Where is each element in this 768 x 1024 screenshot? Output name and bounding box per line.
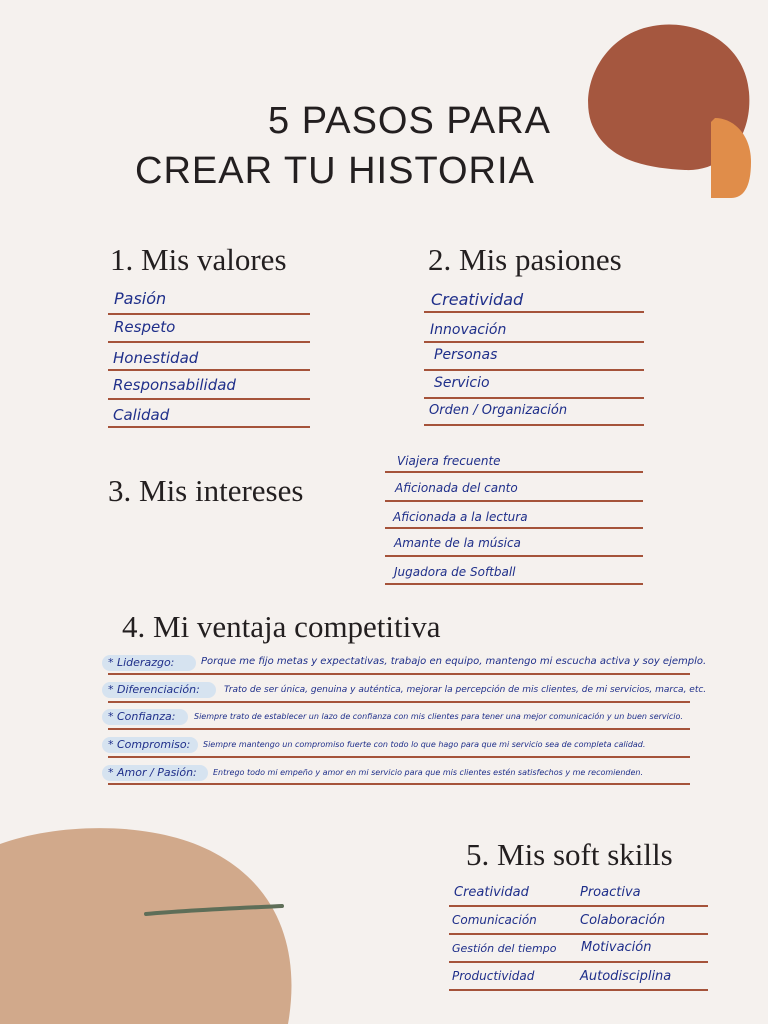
list-item: Creatividad: [431, 290, 524, 309]
decorative-blob-top-right: [585, 22, 755, 202]
list-item: Personas: [434, 347, 498, 363]
divider: [385, 555, 643, 557]
list-item: Innovación: [430, 322, 507, 338]
list-item: Aficionada a la lectura: [393, 510, 528, 524]
divider: [385, 527, 643, 529]
ventaja-label: * Amor / Pasión:: [108, 766, 197, 779]
divider: [449, 905, 708, 907]
skill-item: Comunicación: [452, 913, 537, 927]
divider: [108, 756, 690, 758]
list-item: Honestidad: [113, 349, 199, 367]
skill-item: Autodisciplina: [580, 969, 672, 984]
divider: [449, 933, 708, 935]
ventaja-text: Trato de ser única, genuina y auténtica, mejorar la percepción de mis clientes, de mi servicios, marca, etc.: [224, 685, 707, 695]
soft-skills-heading: 5. Mis soft skills: [466, 837, 673, 872]
ventaja-heading: 4. Mi ventaja competitiva: [122, 609, 441, 644]
list-item: Respeto: [114, 318, 176, 336]
divider: [108, 673, 690, 675]
skill-item: Colaboración: [580, 913, 666, 928]
divider: [424, 341, 644, 343]
page-title-line-2: CREAR TU HISTORIA: [135, 150, 535, 192]
skill-item: Gestión del tiempo: [452, 942, 557, 955]
list-item: Pasión: [114, 289, 167, 308]
list-item: Aficionada del canto: [395, 481, 518, 495]
list-item: Servicio: [434, 375, 490, 391]
divider: [449, 961, 708, 963]
list-item: Calidad: [113, 406, 170, 424]
ventaja-text: Porque me fijo metas y expectativas, trabajo en equipo, mantengo mi escucha activa y soy ejemplo.: [201, 656, 707, 667]
skill-item: Productividad: [452, 969, 535, 983]
list-item: Orden / Organización: [429, 403, 568, 418]
divider: [449, 989, 708, 991]
page-title-line-1: 5 PASOS PARA: [268, 100, 552, 142]
divider: [108, 398, 310, 400]
intereses-heading: 3. Mis intereses: [108, 473, 304, 508]
divider: [108, 701, 690, 703]
ventaja-label: * Confianza:: [108, 710, 176, 723]
ventaja-label: * Diferenciación:: [108, 683, 200, 696]
skill-item: Creatividad: [454, 885, 529, 900]
divider: [424, 311, 644, 313]
divider: [424, 397, 644, 399]
pasiones-heading: 2. Mis pasiones: [428, 242, 622, 277]
list-item: Responsabilidad: [113, 376, 236, 394]
divider: [424, 369, 644, 371]
divider: [108, 369, 310, 371]
ventaja-text: Siempre mantengo un compromiso fuerte con todo lo que hago para que mi servicio sea de completa calidad.: [203, 740, 646, 749]
list-item: Amante de la música: [394, 536, 521, 550]
valores-heading: 1. Mis valores: [110, 242, 287, 277]
skill-item: Proactiva: [580, 885, 641, 900]
divider: [385, 500, 643, 502]
ventaja-label: * Liderazgo:: [108, 656, 175, 669]
divider: [424, 424, 644, 426]
list-item: Viajera frecuente: [397, 454, 501, 468]
divider: [385, 583, 643, 585]
ventaja-text: Siempre trato de establecer un lazo de confianza con mis clientes para tener una mejor comunicación y un buen servicio.: [194, 712, 683, 721]
skill-item: Motivación: [581, 940, 652, 955]
divider: [108, 783, 690, 785]
divider: [108, 426, 310, 428]
divider: [108, 313, 310, 315]
ventaja-label: * Compromiso:: [108, 738, 191, 751]
ventaja-text: Entrego todo mi empeño y amor en mi servicio para que mis clientes estén satisfechos y me recomienden.: [213, 768, 643, 777]
decorative-blob-bottom-left: [0, 826, 300, 1024]
divider: [108, 341, 310, 343]
list-item: Jugadora de Softball: [394, 565, 516, 579]
divider: [385, 471, 643, 473]
divider: [108, 728, 690, 730]
